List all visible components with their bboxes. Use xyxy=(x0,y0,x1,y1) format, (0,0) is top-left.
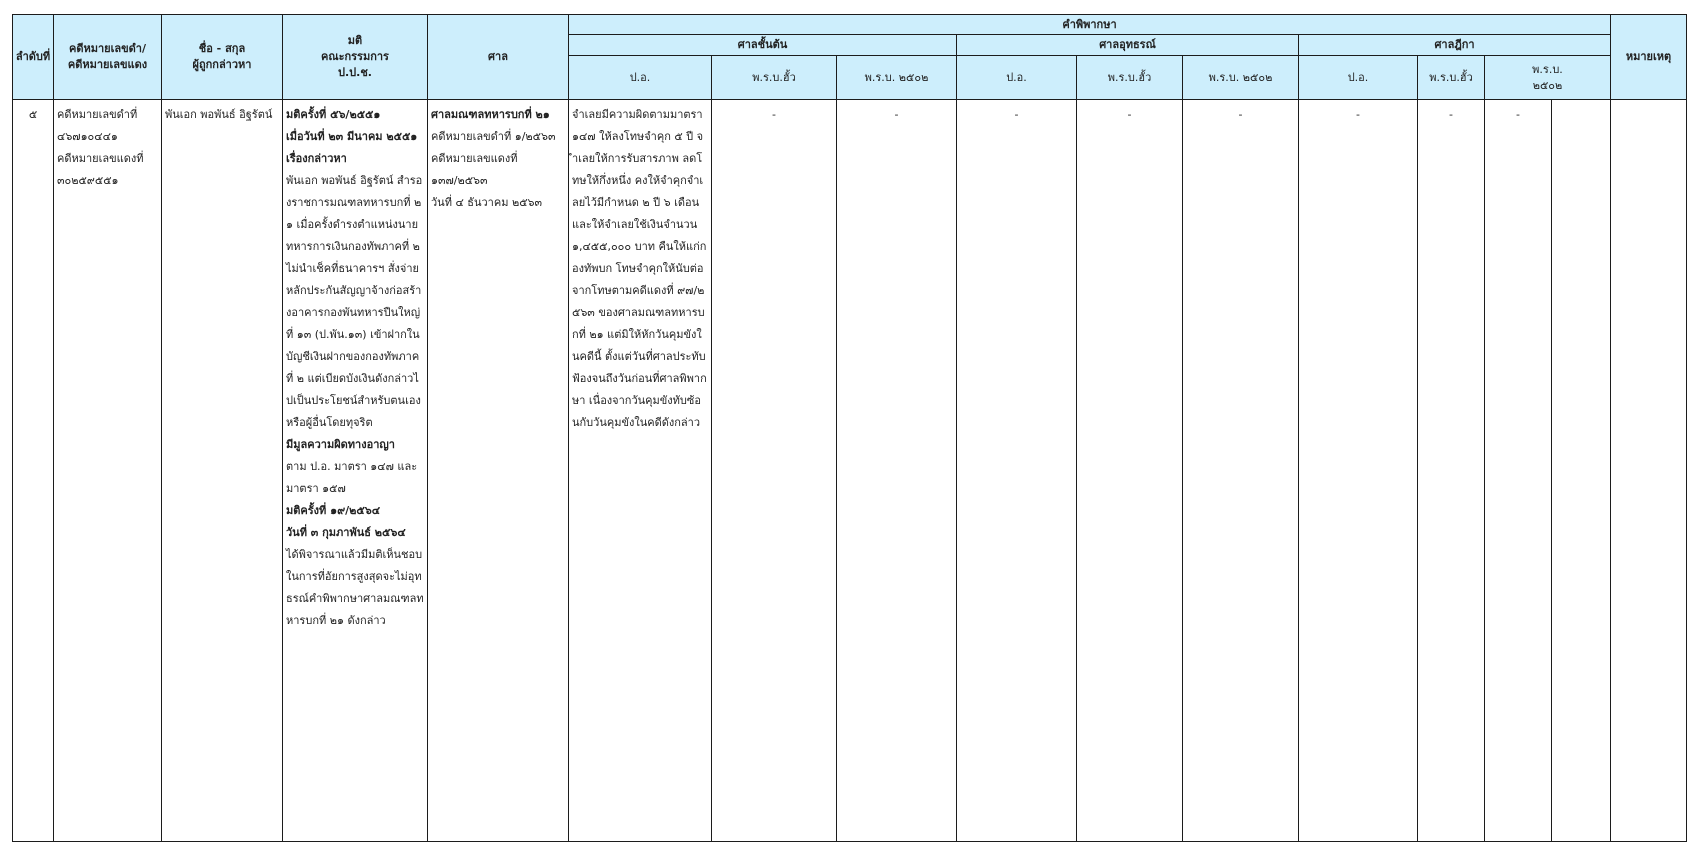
header-no: ลำดับที่ xyxy=(13,15,54,100)
resolution-decision: ได้พิจารณาแล้วมีมติเห็นชอบในการที่อัยการสูงสุดจะไม่อุทธรณ์คำพิพากษาศาลมณฑลทหารบกที่ ๒๑ ดังกล่าว xyxy=(286,548,424,627)
header-supreme-hua: พ.ร.บ.ฮั้ว xyxy=(1418,56,1485,100)
court-name: ศาลมณฑลทหารบกที่ ๒๑ xyxy=(431,108,550,121)
red-case-label: คดีหมายเลขแดงที่ xyxy=(57,152,144,165)
table-row xyxy=(13,100,1687,842)
resolution-guilt-heading: มีมูลความผิดทางอาญา xyxy=(286,438,395,451)
header-appeal-court: ศาลอุทธรณ์ xyxy=(957,35,1299,56)
cell-supreme-act-2502: - xyxy=(1485,100,1552,842)
cell-case-no xyxy=(54,100,162,842)
header-appeal-hua: พ.ร.บ.ฮั้ว xyxy=(1077,56,1183,100)
header-court: ศาล xyxy=(428,15,569,100)
header-supreme-criminal-code: ป.อ. xyxy=(1299,56,1418,100)
cell-supreme-hua: - xyxy=(1418,100,1485,842)
cell-remark xyxy=(1611,100,1687,842)
red-case-no: ๓๐๒๕๙๕๕๑ xyxy=(57,174,119,187)
header-remark: หมายเหตุ xyxy=(1611,15,1687,100)
cell-court xyxy=(428,100,569,842)
cell-supreme-extra xyxy=(1552,100,1611,842)
header-first-hua: พ.ร.บ.ฮั้ว xyxy=(712,56,837,100)
black-case-label: คดีหมายเลขดำที่ xyxy=(57,108,138,121)
resolution-guilt: ตาม ป.อ. มาตรา ๑๔๗ และมาตรา ๑๕๗ xyxy=(286,460,418,495)
resolution-date-2: วันที่ ๓ กุมภาพันธ์ ๒๕๖๔ xyxy=(286,526,406,539)
cell-no: ๕ xyxy=(13,100,54,842)
cell-resolution xyxy=(283,100,428,842)
court-red-case-label: คดีหมายเลขแดงที่ xyxy=(431,152,518,165)
resolution-subject: พันเอก พอพันธ์ อิฐรัตน์ สำรองราชการมณฑลทหารบกที่ ๒๑ เมื่อครั้งดำรงตำแหน่งนายทหารการเงินกองทัพภาคที่ ๒ ไม่นำเช็คที่ธนาคารฯ สั่งจ่ายหลักประกันสัญญาจ้างก่อสร้างอาคารกองพันทหารปืนใหญ่ที่ ๑๓ (ป.พัน.๑๓) เข้าฝากในบัญชีเงินฝากของกองทัพภาคที่ ๒ แต่เบียดบังเงินดังกล่าวไปเป็นประโยชน์สำหรับตนเองหรือผู้อื่นโดยทุจริต xyxy=(286,174,423,429)
court-black-case: คดีหมายเลขดำที่ ๑/๒๕๖๓ xyxy=(431,130,556,143)
court-date: วันที่ ๔ ธันวาคม ๒๕๖๓ xyxy=(431,196,543,209)
black-case-no: ๔๖๗๑๐๔๔๑ xyxy=(57,130,118,143)
cell-first-court-hua: - xyxy=(712,100,837,842)
header-first-criminal-code: ป.อ. xyxy=(569,56,712,100)
cell-name: พันเอก พอพันธ์ อิฐรัตน์ xyxy=(162,100,283,842)
header-first-act-2502: พ.ร.บ. ๒๕๐๒ xyxy=(837,56,957,100)
header-name: ชื่อ - สกุล ผู้ถูกกล่าวหา xyxy=(162,15,283,100)
resolution-meeting-1: มติครั้งที่ ๕๖/๒๕๕๑ xyxy=(286,108,381,121)
resolution-subject-heading: เรื่องกล่าวหา xyxy=(286,152,347,165)
case-table xyxy=(12,14,1687,842)
header-first-court: ศาลชั้นต้น xyxy=(569,35,957,56)
header-supreme-court: ศาลฎีกา xyxy=(1299,35,1611,56)
resolution-meeting-2: มติครั้งที่ ๑๙/๒๕๖๔ xyxy=(286,504,381,517)
cell-first-court-criminal-code: จำเลยมีความผิดตามมาตรา ๑๔๗ ให้ลงโทษจำคุก ๕ ปี จำเลยให้การรับสารภาพ ลดโทษให้กึ่งหนึ่ง คงให้จำคุกจำเลยไว้มีกำหนด ๒ ปี ๖ เดือน และให้จำเลยใช้เงินจำนวน ๑,๔๕๕,๐๐๐ บาท คืนให้แก่กองทัพบก โทษจำคุกให้นับต่อจากโทษตามคดีแดงที่ ๙๗/๒๕๖๓ ของศาลมณฑลทหารบกที่ ๒๑ แต่มิให้หักวันคุมขังในคดีนี้ ตั้งแต่วันที่ศาลประทับฟ้องจนถึงวันก่อนที่ศาลพิพากษา เนื่องจากวันคุมขังทับซ้อนกับวันคุมขังในคดีดังกล่าว xyxy=(569,100,712,842)
header-resolution: มติ คณะกรรมการ ป.ป.ช. xyxy=(283,15,428,100)
resolution-date-1: เมื่อวันที่ ๒๓ มีนาคม ๒๕๕๑ xyxy=(286,130,418,143)
cell-appeal-hua: - xyxy=(1077,100,1183,842)
court-red-case-no: ๑๓๗/๒๕๖๓ xyxy=(431,174,488,187)
header-judgment: คำพิพากษา xyxy=(569,15,1611,35)
header-supreme-act-2502: พ.ร.บ. ๒๕๐๒ xyxy=(1485,56,1611,100)
header-appeal-criminal-code: ป.อ. xyxy=(957,56,1077,100)
cell-appeal-criminal-code: - xyxy=(957,100,1077,842)
cell-first-court-act-2502: - xyxy=(837,100,957,842)
cell-supreme-criminal-code: - xyxy=(1299,100,1418,842)
header-case-no: คดีหมายเลขดำ/ คดีหมายเลขแดง xyxy=(54,15,162,100)
header-appeal-act-2502: พ.ร.บ. ๒๕๐๒ xyxy=(1183,56,1299,100)
cell-appeal-act-2502: - xyxy=(1183,100,1299,842)
